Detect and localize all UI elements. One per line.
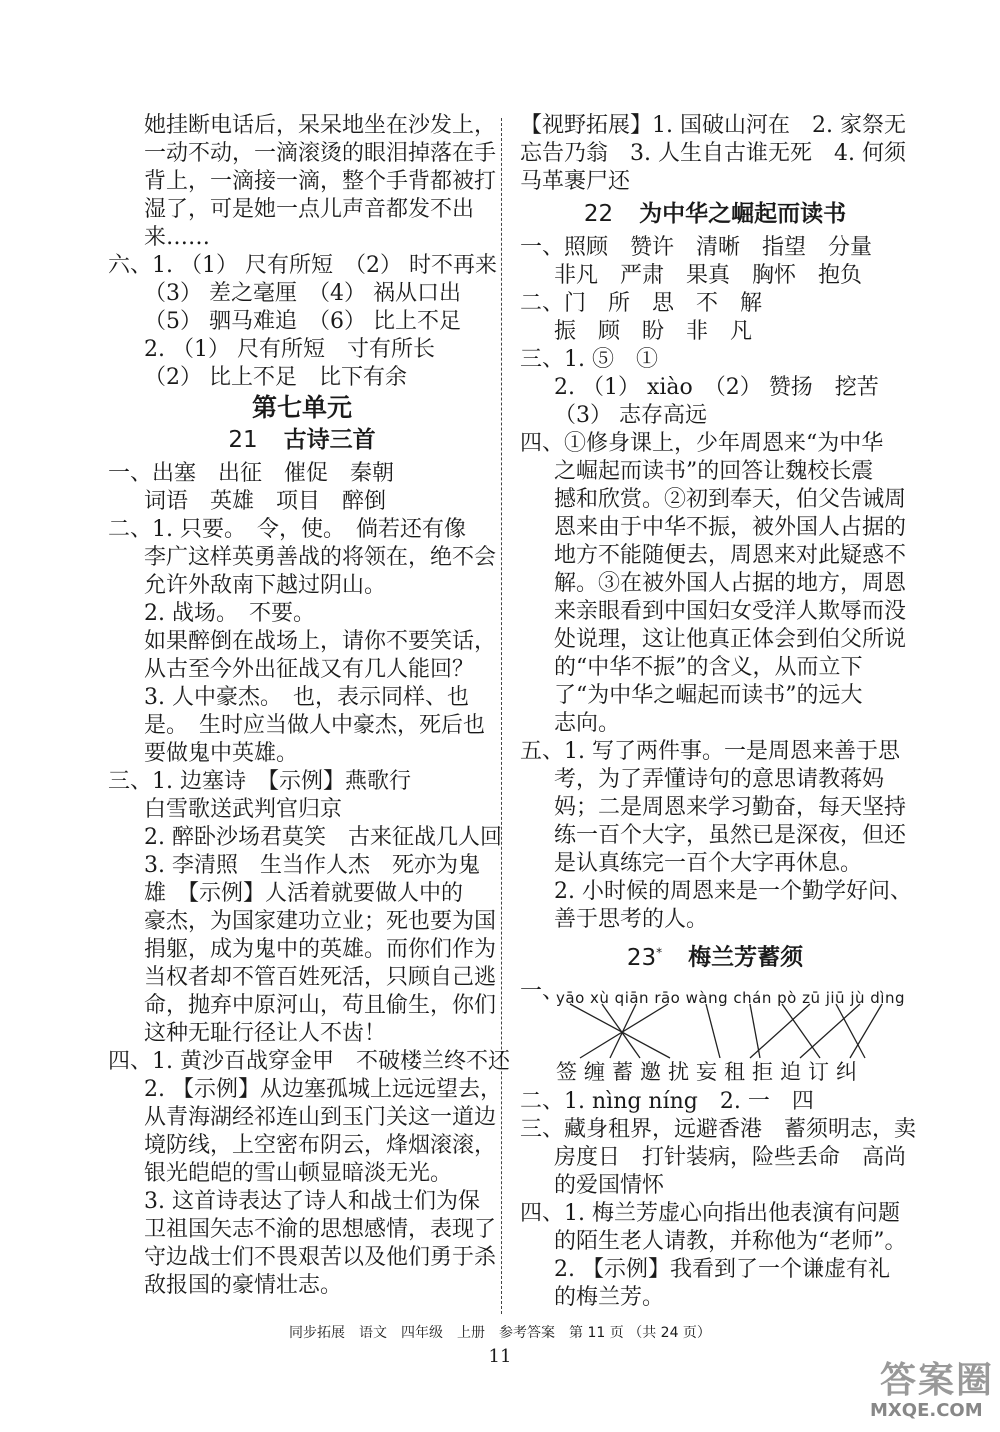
text-line: 一、照顾 赞许 清晰 指望 分量 (520, 235, 873, 260)
text-line: 3. 人中豪杰。 也，表示同样、也 (144, 685, 469, 710)
lesson-number: 21 (228, 427, 258, 453)
text-line: 卫祖国矢志不渝的思想感情，表现了 (144, 1217, 497, 1242)
text-line: 考，为了弄懂诗句的意思请教蒋妈 (554, 767, 885, 792)
watermark-logo: 答案圈 (880, 1360, 995, 1401)
text-line: 非凡 严肃 果真 胸怀 抱负 (554, 263, 863, 288)
text-line: 四、1. 黄沙百战穿金甲 不破楼兰终不还 (108, 1049, 510, 1074)
text-line: 境防线，上空密布阴云，烽烟滚滚， (144, 1133, 497, 1158)
text-line: 一动不动，一滴滚烫的眼泪掉落在手 (144, 141, 497, 166)
left-column (108, 112, 510, 1300)
lesson-23-answers (520, 1088, 917, 1312)
text-line: 六、1. （1） 尺有所短 （2） 时不再来 (108, 253, 497, 278)
text-line: 马革裹尸还 (520, 169, 631, 194)
text-line: 妈；二是周恩来学习勤奋，每天坚持 (554, 795, 907, 820)
text-line: 的“中华不振”的含义，从而立下 (554, 655, 863, 680)
lesson-number: 22 (583, 201, 614, 227)
character-row: 签缠蓄邀扰妄租拒迫订纠 (556, 1059, 864, 1084)
text-line: 雄 【示例】人活着就要做人中的 (144, 881, 464, 906)
match-line (706, 1004, 720, 1058)
text-line: 来亲眼看到中国妇女受洋人欺辱而没 (554, 599, 907, 624)
text-line: 【视野拓展】1. 国破山河在 2. 家祭无 (520, 113, 906, 138)
text-line: 她挂断电话后，呆呆地坐在沙发上， (144, 113, 497, 138)
text-line: 四、1. 梅兰芳虚心向指出他表演有问题 (520, 1200, 900, 1226)
text-line: 命，抛弃中原河山，苟且偷生，你们 (144, 993, 497, 1018)
text-line: 2. 战场。 不要。 (144, 601, 315, 626)
text-line: 守边战士们不畏艰苦以及他们勇于杀 (144, 1245, 497, 1270)
text-line: 李广这样英勇善战的将领在，绝不会 (144, 545, 497, 570)
text-line: 二、1. nìng níng 2. 一 四 (520, 1088, 814, 1114)
text-line: 捐躯，成为鬼中的英雄。而你们作为 (144, 937, 497, 962)
text-line: 振 顾 盼 非 凡 (554, 319, 753, 344)
text-line: 善于思考的人。 (554, 907, 709, 932)
text-line: 2. （1） 尺有所短 寸有所长 (144, 337, 435, 362)
text-line: 豪杰，为国家建功立业；死也要为国 (144, 909, 497, 934)
text-line: 的陌生老人请教，并称他为“老师”。 (554, 1228, 907, 1254)
section-six (108, 252, 496, 392)
text-line: 志向。 (554, 711, 621, 736)
text-line: （3） 志存高远 (554, 403, 707, 428)
text-line: 三、1. ⑤ ① (520, 347, 658, 372)
pinyin-matching (520, 978, 910, 1088)
text-line: 2. 【示例】从边塞孤城上远远望去， (144, 1077, 502, 1102)
text-line: 允许外敌南下越过阴山。 (144, 573, 387, 598)
text-line: 五、1. 写了两件事。一是周恩来善于思 (520, 739, 900, 764)
text-line: 要做鬼中英雄。 (144, 741, 299, 766)
text-line: 处说理，这让他真正体会到伯父所说 (554, 627, 907, 652)
lesson-22-heading (520, 200, 910, 228)
text-line: 2. 小时候的周恩来是一个勤学好问、 (554, 879, 912, 904)
lesson-23-heading (520, 938, 910, 972)
text-line: 地方不能随便去，周恩来对此疑惑不 (554, 543, 907, 568)
match-line (850, 1004, 882, 1058)
column-divider (501, 118, 502, 1314)
text-line: 一、出塞 出征 催促 秦朝 (108, 461, 395, 486)
text-line: 2. （1） xiào （2） 赞扬 挖苦 (554, 375, 879, 400)
text-line: 这种无耻行径让人不齿！ (144, 1021, 387, 1046)
optional-star: * (656, 945, 663, 959)
unit-title: 第七单元 (251, 393, 352, 422)
text-line: 之崛起而读书”的回答让魏校长震 (554, 459, 874, 484)
lesson-title: 梅兰芳蓄须 (688, 944, 804, 971)
text-line: 的爱国情怀 (554, 1172, 665, 1198)
pinyin-row: yāo xù qiān rāo wàng chán pò zū jiū jù dìng (556, 988, 905, 1007)
text-line: 是认真练完一百个大字再休息。 (554, 851, 863, 876)
text-line: 练一百个大字，虽然已是深夜，但还 (554, 823, 907, 848)
text-line: （3） 差之毫厘 （4） 祸从口出 (144, 281, 461, 306)
text-line: 2. 【示例】我看到了一个谦虚有礼 (554, 1256, 890, 1282)
text-line: 白雪歌送武判官归京 (144, 797, 343, 822)
text-line: 恩来由于中华不振，被外国人占据的 (554, 515, 907, 540)
text-line: 从青海湖经祁连山到玉门关这一道边 (144, 1105, 497, 1130)
text-line: 三、藏身租界，远避香港 蓄须明志，卖 (520, 1116, 917, 1142)
lesson-title: 为中华之崛起而读书 (639, 201, 847, 227)
page-footer: 同步拓展 语文 四年级 上册 参考答案 第 11 页 （共 24 页） (289, 1325, 711, 1341)
lesson-number-text: 23 (626, 944, 657, 971)
watermark-url: MXQE.COM (870, 1400, 983, 1421)
text-line: 四、①修身课上，少年周恩来“为中华 (520, 431, 884, 456)
text-line: 从古至今外出征战又有几人能回？ (144, 657, 475, 682)
text-line: 的梅兰芳。 (554, 1284, 665, 1310)
text-line: 二、门 所 思 不 解 (520, 291, 763, 316)
text-line: 词语 英雄 项目 醉倒 (144, 489, 387, 514)
text-line: 撼和欣赏。②初到奉天，伯父告诫周 (554, 487, 907, 512)
lesson-number (627, 945, 662, 971)
text-line: 解。③在被外国人占据的地方，周恩 (554, 571, 907, 596)
passage-continuation (108, 112, 496, 252)
text-line: 是。 生时应当做人中豪杰，死后也 (144, 713, 486, 738)
lesson-22-answers (520, 234, 910, 934)
text-line: 了“为中华之崛起而读书”的远大 (554, 683, 863, 708)
vision-extension (520, 112, 910, 196)
match-line (602, 1004, 640, 1058)
text-line: 当权者却不管百姓死活，只顾自己逃 (144, 965, 497, 990)
text-line: 背上，一滴接一滴，整个手背都被打 (144, 169, 497, 194)
lesson-21-answers (108, 460, 510, 1300)
text-line: 3. 这首诗表达了诗人和战士们为保 (144, 1189, 480, 1214)
lesson-title: 古诗三首 (283, 427, 376, 453)
section-label: 一、 (520, 978, 565, 1004)
text-line: 来…… (144, 225, 211, 250)
text-line: 银光皑皑的雪山顿显暗淡无光。 (144, 1161, 453, 1186)
text-line: （2） 比上不足 比下有余 (144, 365, 407, 390)
text-line: 如果醉倒在战场上，请你不要笑话， (144, 629, 497, 654)
lesson-21-heading (108, 426, 496, 454)
text-line: 2. 醉卧沙场君莫笑 古来征战几人回 (144, 825, 502, 850)
right-column (520, 112, 917, 1312)
page-number: 11 (488, 1346, 512, 1367)
text-line: （5） 驷马难追 （6） 比上不足 (144, 309, 461, 334)
text-line: 敌报国的豪情壮志。 (144, 1273, 343, 1298)
text-line: 湿了，可是她一点儿声音都发不出 (144, 197, 475, 222)
text-line: 三、1. 边塞诗 【示例】燕歌行 (108, 769, 411, 794)
text-line: 3. 李清照 生当作人杰 死亦为鬼 (144, 853, 480, 878)
text-line: 二、1. 只要。 令，使。 倘若还有像 (108, 517, 466, 542)
text-line: 房度日 打针装病，险些丢命 高尚 (554, 1144, 907, 1170)
text-line: 忘告乃翁 3. 人生自古谁无死 4. 何须 (520, 141, 906, 166)
